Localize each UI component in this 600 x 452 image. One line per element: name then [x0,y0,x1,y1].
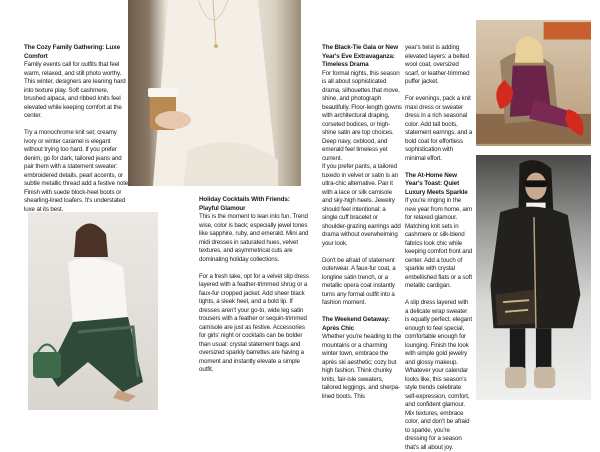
article-paragraph: For evenings, pack a knit maxi dress or sweater dress in a rich seasonal color. Add tall boots, statement earrings, and a bold coat for effortless sophistication with minimal effort. [405,95,473,162]
article-paragraph: If you're ringing in the new year from home, aim for relaxed glamour. Matching knit sets in cashmere or silk-blend fabrics look chic while keeping comfort front and center. Add a touch of sparkle with crystal embellished flats or a soft metallic cardigan. [405,197,473,289]
photo-illustration [476,20,591,146]
article-paragraph: Family events call for outfits that feel warm, relaxed, and still photo worthy. This winter, designers are leaning hard into texture play. Soft cashmere, brushed alpaca, and ribbed knits feel elevated while keeping comfort at the center. [24,61,126,119]
article-paragraph: Don't be afraid of statement outerwear. A faux-fur coat, a longline satin trench, or a metallic opera coat instantly turns any formal outfit into a fashion moment. [322,256,396,306]
article-black-tie-gala [322,44,402,401]
article-paragraph: year's twist is adding elevated layers: a belted wool coat, oversized scarf, or leather-trimmed puffer jacket. [405,44,470,85]
article-paragraph: Whether you're heading to the mountains or a charming winter town, embrace the après ski aesthetic; cozy but high fashion. Think chunky knits, fair-isle sweaters, tailored leggings, and sherpa-lined boots. This [322,333,402,400]
article-cozy-family [24,44,130,214]
article-paragraph: If you prefer pants, a tailored tuxedo in velvet or satin is an ultra-chic alternative. Pair it with a lace or silk camisole and sky-high heels. Jewelry should feel intentional: a single cuff bracelet or shoulder-grazing earrings add drama without overwhelming your look. [322,163,401,247]
photo-cream-sweater-coffee [128,0,301,186]
article-heading: The Black-Tie Gala or New Year's Eve Extravaganza: Timeless Drama [322,44,398,68]
photo-black-coat-snow [476,155,591,400]
photo-purple-feather-outfit [476,20,591,146]
article-heading: The Weekend Getaway: Après Chic [322,316,390,332]
article-holiday-cocktails [199,196,309,375]
photo-illustration [476,155,591,400]
article-continued-column [405,44,473,452]
article-paragraph: This is the moment to lean into fun. Trend wise, color is back; especially jewel tones like sapphire, ruby, and emerald. Mini and midi dresses in saturated hues, velvet textures, and asymmetrical cuts are dominating holiday collections. [199,213,309,263]
article-heading: The Cozy Family Gathering: Luxe Comfort [24,44,120,60]
photo-green-sequin-outfit [28,212,158,410]
article-paragraph: For a fresh take, opt for a velvet slip dress layered with a feather-trimmed shrug or a faux-fur cropped jacket. Add sheer black tights, a sleek heel, and a bold lip. If dresses aren't your go-to, wide leg satin trousers with a feather or sequin-trimmed camisole are just as festive. Accessories for girls' night or cocktails can be bolder than usual: crystal statement bags and oversized sparkly barrettes are having a moment and instantly elevate a simple outfit. [199,272,309,373]
article-paragraph: For formal nights, this season is all about sophisticated drama, silhouettes that move, shine, and photograph beautifully. Floor-length gowns with architectural draping, corseted bodices, or high-shine satin are top choices. Deep navy, oxblood, and emerald feel timeless yet current. [322,69,402,162]
article-paragraph: Try a monochrome knit set; creamy ivory or winter caramel is elegant without trying too hard. If you prefer denim, go for dark, tailored jeans and pair them with a statement sweater: embroidered details, pearl accents, or subtle metallic thread add a festive note. Finish with suede block-heel boots or shearling-lined loafers. It's understated luxe at its best. [24,129,130,213]
article-heading: Holiday Cocktails With Friends: Playful Glamour [199,196,290,212]
article-heading: The At-Home New Year's Toast: Quiet Luxury Meets Sparkle [405,171,468,196]
photo-illustration [128,0,301,186]
photo-illustration [28,212,158,410]
article-paragraph: A slip dress layered with a delicate wrap sweater is equally perfect, elegant enough to feel special, comfortable enough for lounging. Finish the look with simple gold jewelry and glossy makeup. Whatever your calendar looks like, this season's style trends celebrate self-expression, comfort, and confident glamour. Mix textures, embrace color, and don't be afraid to sparkle, you're dressing for a season that's all about joy. [405,299,472,451]
